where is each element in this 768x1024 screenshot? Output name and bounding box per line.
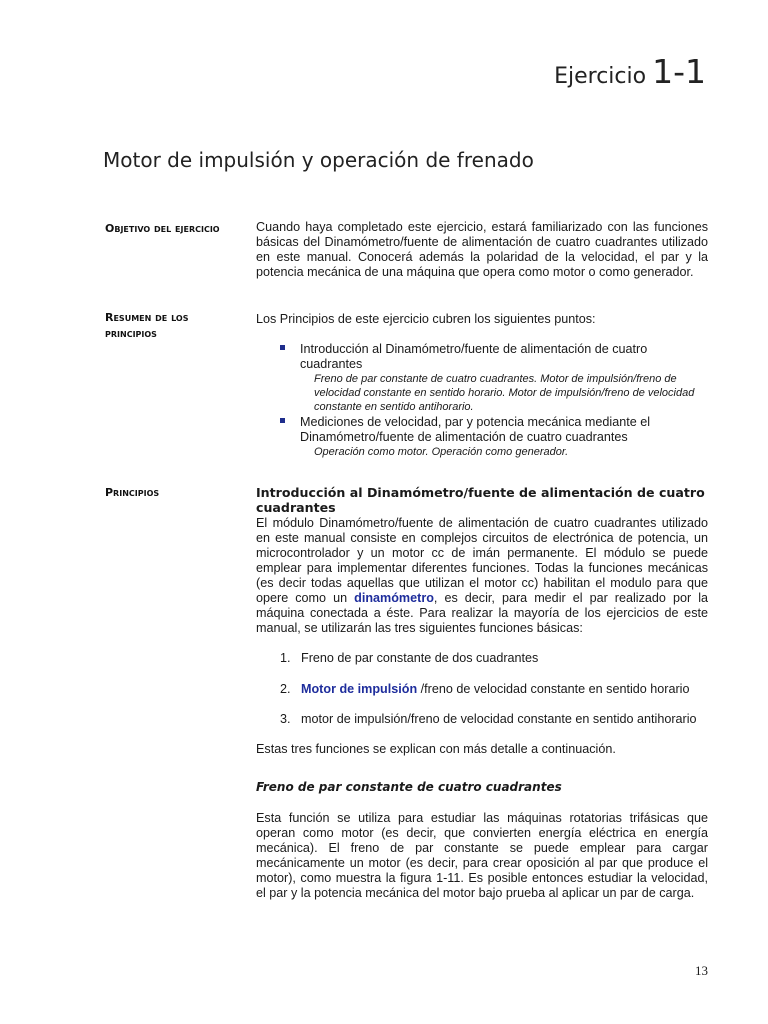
functions-list: [280, 651, 710, 731]
exercise-header: [554, 52, 706, 91]
principles-paragraph: El módulo Dinamómetro/fuente de alimentación de cuatro cuadrantes utilizado en este manual consiste en complejos circuitos de electrónica de potencia, un microcontrolador y un motor cc de imán permanente. El módulo se puede emplear para implementar diferentes funciones. Todas la funciones mecánicas (es decir todas aquellas que utilizan el motor cc) habilitan el modulo para que opere como un dinamómetro, es decir, para medir el par realizado por la máquina conectada a éste. Para realizar la mayoría de los ejercicios de este manual, se utilizarán las tres siguientes funciones básicas:: [256, 516, 708, 635]
after-list-text: Estas tres funciones se explican con más detalle a continuación.: [256, 742, 616, 756]
list-item: 1. Freno de par constante de dos cuadrantes: [280, 651, 539, 665]
summary-list: [276, 342, 696, 459]
list-item: 2. Motor de impulsión /freno de velocidad constante en sentido horario: [280, 682, 690, 696]
list-item-sub: Operación como motor. Operación como generador.: [314, 446, 569, 458]
objective-label: Objetivo del ejercicio: [105, 222, 220, 235]
bullet-square-icon: [280, 418, 285, 423]
list-item: [276, 342, 696, 372]
bullet-square-icon: [280, 345, 285, 350]
list-item-sub: Freno de par constante de cuatro cuadrantes. Motor de impulsión/freno de velocidad constante en sentido horario. Motor de impulsión/freno de velocidad constante en sentido antihorario.: [314, 373, 695, 413]
list-item-text: Introducción al Dinamómetro/fuente de alimentación de cuatro cuadrantes: [300, 342, 648, 371]
summary-label: [105, 310, 188, 342]
subsection-heading: Freno de par constante de cuatro cuadrantes: [256, 780, 562, 794]
list-item-text: Mediciones de velocidad, par y potencia mecánica mediante el Dinamómetro/fuente de alimentación de cuatro cuadrantes: [300, 415, 651, 444]
list-item: 3. motor de impulsión/freno de velocidad constante en sentido antihorario: [280, 712, 697, 726]
principles-label: Principios: [105, 486, 160, 499]
exercise-number: 1-1: [652, 52, 706, 91]
page-number: 13: [695, 963, 708, 978]
summary-label-line2: principios: [105, 327, 157, 340]
exercise-word: Ejercicio: [554, 64, 647, 89]
dinamometro-link[interactable]: dinamómetro: [354, 591, 434, 605]
motor-impulsion-link[interactable]: Motor de impulsión: [301, 682, 418, 696]
objective-text: Cuando haya completado este ejercicio, estará familiarizado con las funciones básicas del Dinamómetro/fuente de alimentación de cuatro cuadrantes utilizado en este manual. Conocerá además la polaridad de la velocidad, el par y la potencia mecánica de una máquina que opera como motor o como generador.: [256, 220, 708, 279]
subsection-paragraph: Esta función se utiliza para estudiar las máquinas rotatorias trifásicas que operan como motor (es decir, que convierten energía eléctrica en energía mecánica). El freno de par constante se puede emplear para cargar mecánicamente un motor (es decir, para crear oposición al par que produce el motor), como muestra la figura 1-11. Es posible entonces estudiar la velocidad, el par y la potencia mecánica del motor bajo prueba al aplicar un par de carga.: [256, 811, 708, 900]
list-item: [276, 415, 696, 445]
summary-label-line1: Resumen de los: [105, 311, 189, 324]
page-title: Motor de impulsión y operación de frenado: [103, 148, 534, 172]
section-heading: Introducción al Dinamómetro/fuente de alimentación de cuatro cuadrantes: [256, 485, 705, 515]
summary-intro: Los Principios de este ejercicio cubren los siguientes puntos:: [256, 312, 596, 326]
